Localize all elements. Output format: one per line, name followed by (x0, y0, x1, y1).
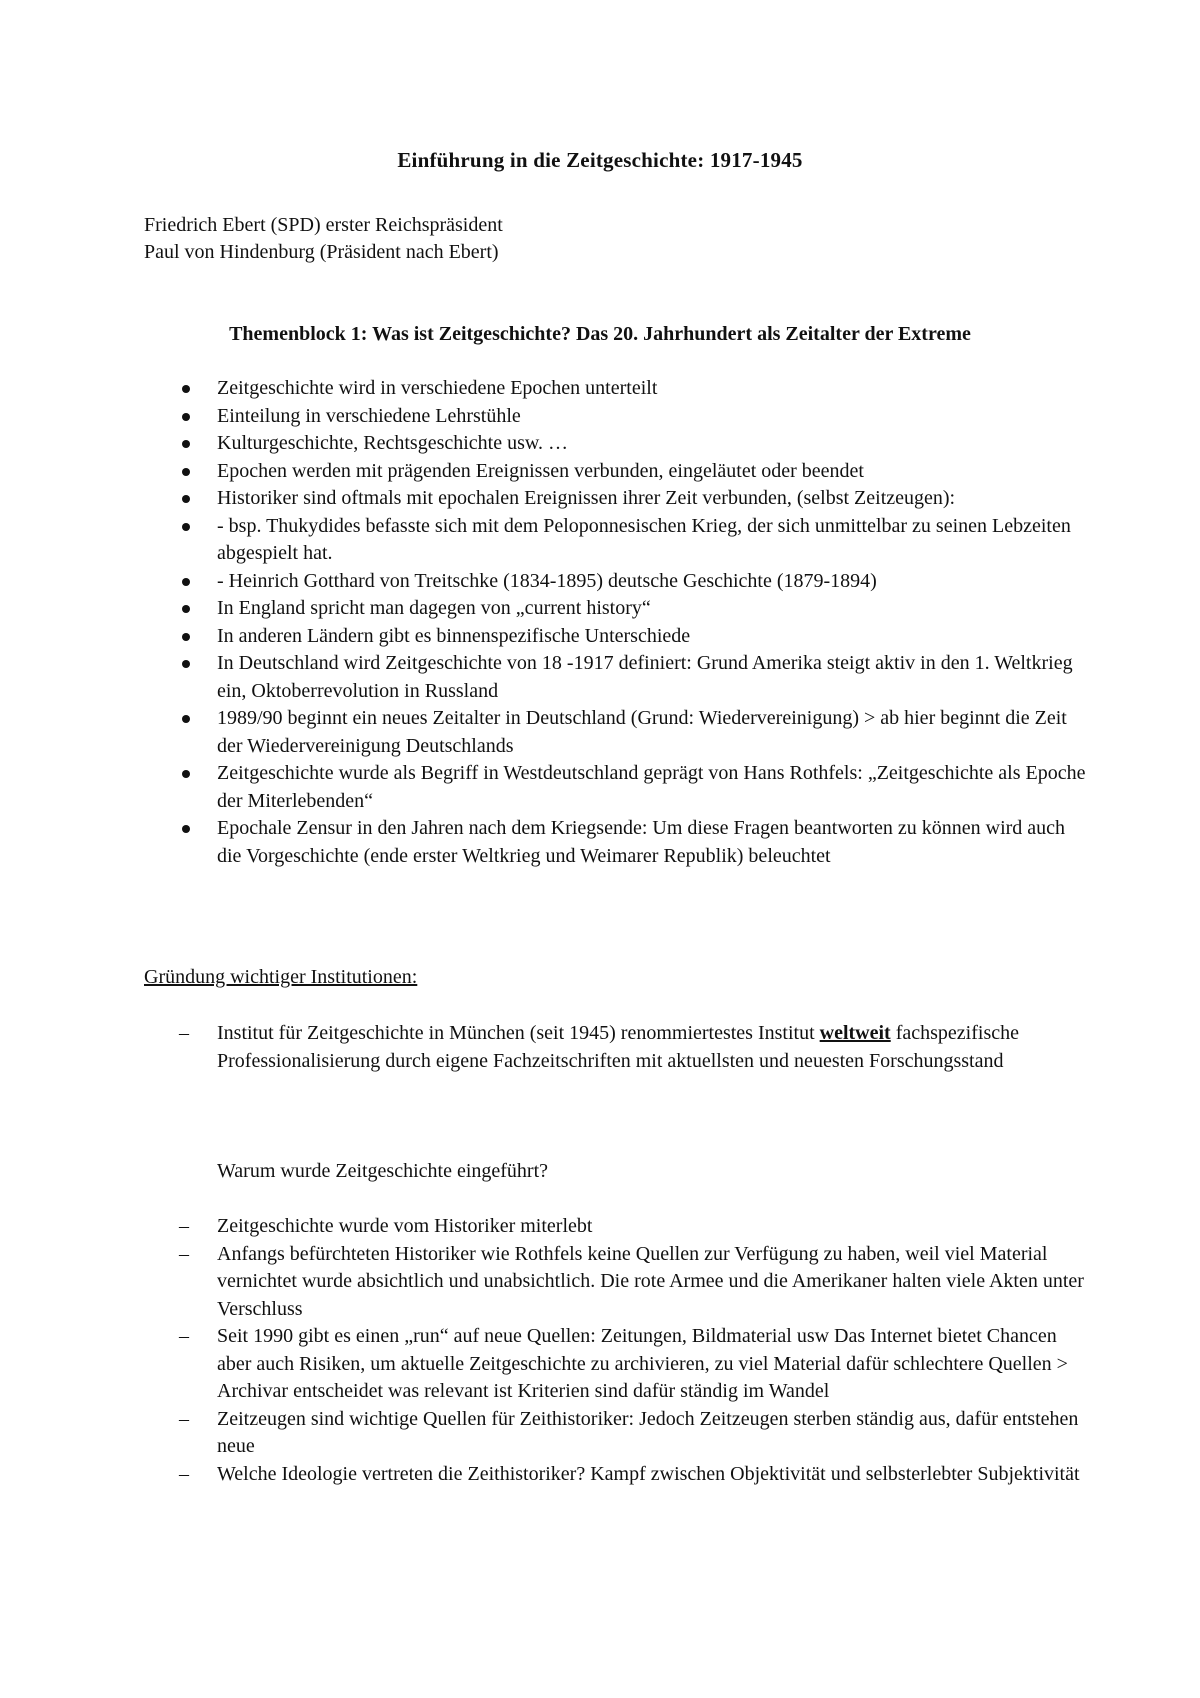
item-text: Institut für Zeitgeschichte in München (seit 1945) renommiertestes Institut (217, 1022, 820, 1044)
list-item: Kulturgeschichte, Rechtsgeschichte usw. … (144, 430, 1087, 458)
list-item: – Anfangs befürchteten Historiker wie Rothfels keine Quellen zur Verfügung zu haben, weil viel Material vernichtet wurde absichtlich und unabsichtlich. Die rote Armee und die Amerikaner halten viele Akten unter Verschluss (144, 1241, 1087, 1324)
list-item: Historiker sind oftmals mit epochalen Ereignissen ihrer Zeit verbunden, (selbst Zeitzeugen): (144, 485, 1087, 513)
reasons-list (144, 1213, 1087, 1488)
list-item: In anderen Ländern gibt es binnenspezifische Unterschiede (144, 623, 1087, 651)
emphasis-word: weltweit (819, 1022, 891, 1044)
list-item: – Welche Ideologie vertreten die Zeithistoriker? Kampf zwischen Objektivität und selbsterlebter Subjektivität (144, 1461, 1087, 1489)
question-line: Warum wurde Zeitgeschichte eingeführt? (217, 1160, 549, 1182)
list-item: – Zeitgeschichte wurde vom Historiker miterlebt (144, 1213, 1087, 1241)
list-item: Epochen werden mit prägenden Ereignissen verbunden, eingeläutet oder beendet (144, 458, 1087, 486)
list-item: In England spricht man dagegen von „current history“ (144, 595, 1087, 623)
intro-line: Paul von Hindenburg (Präsident nach Ebert) (144, 241, 499, 263)
institutions-list (144, 1020, 1087, 1075)
list-item: - Heinrich Gotthard von Treitschke (1834-1895) deutsche Geschichte (1879-1894) (144, 568, 1087, 596)
list-item: Zeitgeschichte wird in verschiedene Epochen unterteilt (144, 375, 1087, 403)
bullet-list (144, 375, 1087, 870)
list-item: Zeitgeschichte wurde als Begriff in Westdeutschland geprägt von Hans Rothfels: „Zeitgeschichte als Epoche der Miterlebenden“ (144, 760, 1087, 815)
list-item: – Zeitzeugen sind wichtige Quellen für Zeithistoriker: Jedoch Zeitzeugen sterben ständig aus, dafür entstehen neue (144, 1406, 1087, 1461)
list-item: – Seit 1990 gibt es einen „run“ auf neue Quellen: Zeitungen, Bildmaterial usw Das Internet bietet Chancen aber auch Risiken, um aktuelle Zeitgeschichte zu archivieren, zu viel Material dafür schlechtere Quellen > Archivar entscheidet was relevant ist Kriterien sind dafür ständig im Wandel (144, 1323, 1087, 1406)
list-item (144, 1020, 1087, 1075)
intro-line: Friedrich Ebert (SPD) erster Reichspräsident (144, 214, 503, 236)
item-text: fachspezifische Professionalisierung durch eigene Fachzeitschriften mit aktuellsten und neuesten Forschungsstand (217, 1022, 1019, 1072)
list-item: In Deutschland wird Zeitgeschichte von 18 -1917 definiert: Grund Amerika steigt aktiv in den 1. Weltkrieg ein, Oktoberrevolution in Russland (144, 650, 1087, 705)
list-item: - bsp. Thukydides befasste sich mit dem Peloponnesischen Krieg, der sich unmittelbar zu seinen Lebzeiten abgespielt hat. (144, 513, 1087, 568)
document-title: Einführung in die Zeitgeschichte: 1917-1945 (397, 148, 803, 172)
list-item: Epochale Zensur in den Jahren nach dem Kriegsende: Um diese Fragen beantworten zu können wird auch die Vorgeschichte (ende erster Weltkrieg und Weimarer Republik) beleuchtet (144, 815, 1087, 870)
institutions-heading: Gründung wichtiger Institutionen: (144, 966, 418, 988)
list-item: Einteilung in verschiedene Lehrstühle (144, 403, 1087, 431)
section-heading: Themenblock 1: Was ist Zeitgeschichte? Das 20. Jahrhundert als Zeitalter der Extreme (229, 323, 971, 345)
list-item: 1989/90 beginnt ein neues Zeitalter in Deutschland (Grund: Wiedervereinigung) > ab hier beginnt die Zeit der Wiedervereinigung Deutschlands (144, 705, 1087, 760)
intro-block (144, 212, 503, 266)
